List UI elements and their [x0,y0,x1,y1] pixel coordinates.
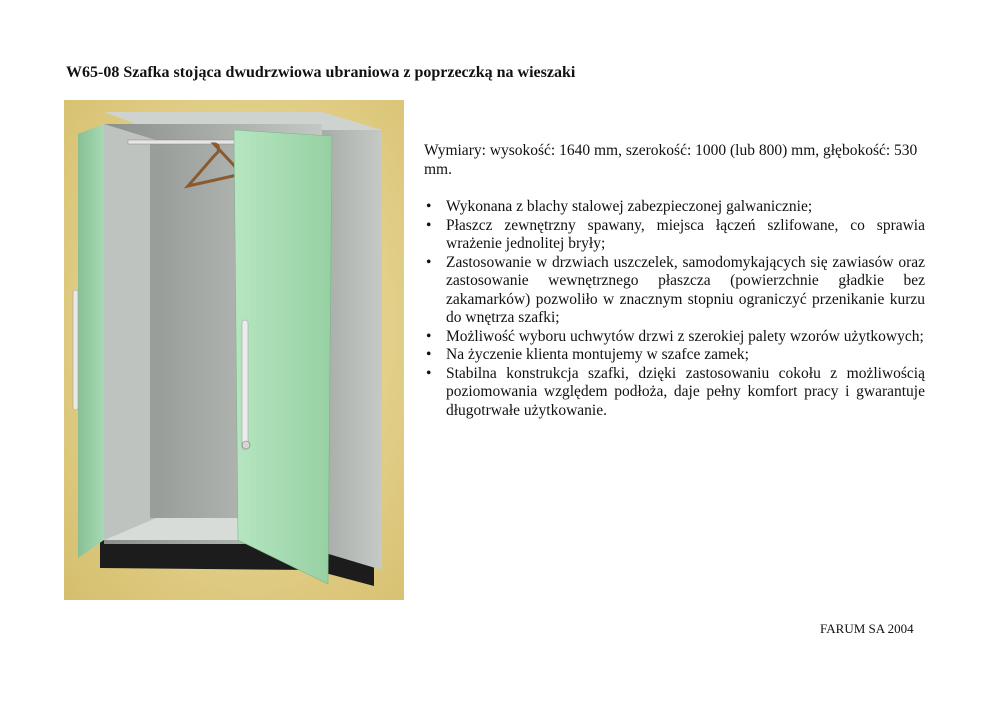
list-item: • Płaszcz zewnętrzny spawany, miejsca łączeń szlifowane, co sprawia wrażenie jednolitej bryły; [424,217,925,254]
list-item: • Możliwość wyboru uchwytów drzwi z szerokiej palety wzorów użytkowych; [424,328,925,347]
hanger-rail [128,140,240,144]
right-handle [242,320,248,450]
dimensions-text: Wymiary: wysokość: 1640 mm, szerokość: 1000 (lub 800) mm, głębokość: 530 mm. [424,142,918,178]
list-item: • Na życzenie klienta montujemy w szafce zamek; [424,346,925,365]
list-item: • Wykonana z blachy stalowej zabezpieczonej galwanicznie; [424,198,925,217]
features-list [424,198,925,420]
footer-text: FARUM SA 2004 [820,621,914,636]
left-door [78,124,104,558]
document-title: W65-08 Szafka stojąca dwudrzwiowa ubraniowa z poprzeczką na wieszaki [66,64,576,81]
list-item: • Stabilna konstrukcja szafki, dzięki zastosowaniu cokołu z możliwością poziomowania względem podłoża, daje pełny komfort pracy i gwarantuje długotrwałe użytkowanie. [424,365,925,421]
list-item: • Zastosowanie w drzwiach uszczelek, samodomykających się zawiasów oraz zastosowanie wewnętrznego płaszcza (powierzchnie gładkie bez zakamarków) pozwoliło w znacznym stopniu ograniczyć przenikanie kurzu do wnętrza szafki; [424,254,925,328]
right-door [234,130,332,584]
cabinet-photo [64,100,404,600]
left-handle [73,290,78,410]
lock-icon [242,441,250,449]
